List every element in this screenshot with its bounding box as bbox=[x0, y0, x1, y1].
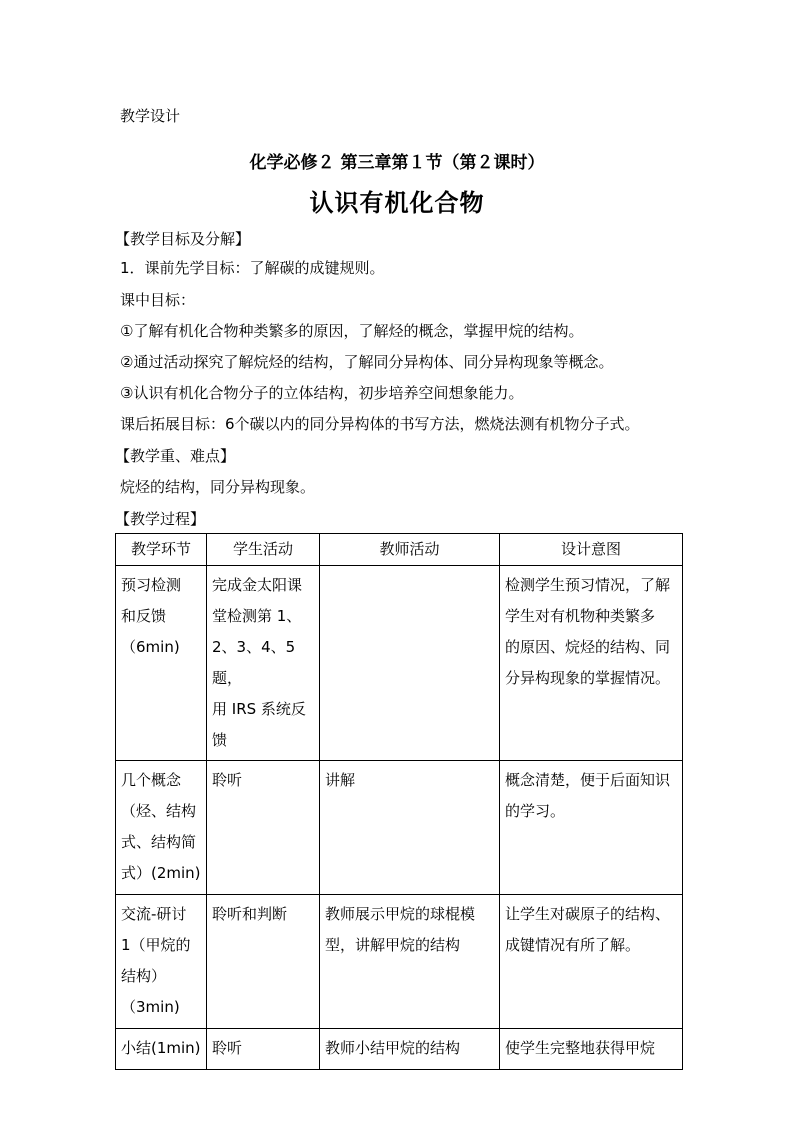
cell-line: 成键情况有所了解。 bbox=[505, 936, 641, 954]
teacher-activity-cell bbox=[320, 895, 500, 1029]
cell-line: 的学习。 bbox=[505, 802, 566, 820]
lesson-title: 认识有机化合物 bbox=[309, 189, 485, 217]
teacher-activity-cell bbox=[320, 1029, 500, 1070]
cell-line: 使学生完整地获得甲烷 bbox=[505, 1039, 656, 1057]
cell-line: （3min) bbox=[121, 998, 180, 1016]
cell-line: 馈 bbox=[212, 731, 228, 749]
in-class-objective-3: ③认识有机化合物分子的立体结构，初步培养空间想象能力。 bbox=[120, 384, 524, 402]
cell-line: 型，讲解甲烷的结构 bbox=[325, 936, 461, 954]
cell-line: 式、结构简 bbox=[121, 833, 197, 851]
cell-line: 式）(2min) bbox=[121, 864, 201, 882]
cell-line: 用 IRS 系统反 bbox=[212, 700, 306, 718]
cell-line: 聆听和判断 bbox=[212, 905, 288, 923]
teacher-activity-cell bbox=[320, 566, 500, 761]
student-activity-cell bbox=[207, 761, 320, 895]
column-header: 教师活动 bbox=[320, 534, 500, 566]
objectives-heading: 【教学目标及分解】 bbox=[115, 230, 251, 248]
table-header-row bbox=[116, 534, 683, 566]
doc-type-label: 教学设计 bbox=[120, 107, 181, 125]
student-activity-cell bbox=[207, 1029, 320, 1070]
cell-line: 几个概念 bbox=[121, 771, 182, 789]
stage-cell bbox=[116, 1029, 207, 1070]
cell-line: 让学生对碳原子的结构、 bbox=[505, 905, 671, 923]
lesson-subtitle: 化学必修２ 第三章第１节（第２课时） bbox=[249, 153, 545, 173]
design-intent-cell bbox=[500, 566, 683, 761]
stage-cell bbox=[116, 895, 207, 1029]
cell-line: 2、3、4、5 题， bbox=[212, 638, 296, 687]
stage-cell bbox=[116, 566, 207, 761]
cell-line: 堂检测第 1、 bbox=[212, 607, 302, 625]
cell-line: （烃、结构 bbox=[121, 802, 197, 820]
cell-line: 交流-研讨 bbox=[121, 905, 187, 923]
pre-class-objective: 1．课前先学目标：了解碳的成键规则。 bbox=[120, 259, 385, 277]
cell-line: 教师小结甲烷的结构 bbox=[325, 1039, 461, 1057]
cell-line: 概念清楚，便于后面知识 bbox=[505, 771, 671, 789]
column-header: 设计意图 bbox=[500, 534, 683, 566]
cell-line: 结构） bbox=[121, 967, 167, 985]
in-class-objective-1: ①了解有机化合物种类繁多的原因，了解烃的概念，掌握甲烷的结构。 bbox=[120, 322, 584, 340]
teacher-activity-cell bbox=[320, 761, 500, 895]
cell-line: 检测学生预习情况，了解 bbox=[505, 576, 671, 594]
key-points-heading: 【教学重、难点】 bbox=[115, 447, 236, 465]
student-activity-cell bbox=[207, 566, 320, 761]
cell-line: （6min) bbox=[121, 638, 180, 656]
cell-line: 的原因、烷烃的结构、同 bbox=[505, 638, 671, 656]
stage-cell bbox=[116, 761, 207, 895]
student-activity-cell bbox=[207, 895, 320, 1029]
post-class-objective: 课后拓展目标：6个碳以内的同分异构体的书写方法，燃烧法测有机物分子式。 bbox=[120, 415, 640, 433]
cell-line: 分异构现象的掌握情况。 bbox=[505, 669, 671, 687]
teaching-process-table bbox=[115, 533, 683, 1070]
design-intent-cell bbox=[500, 761, 683, 895]
cell-line: 预习检测 bbox=[121, 576, 182, 594]
table-row bbox=[116, 895, 683, 1029]
in-class-objective-label: 课中目标： bbox=[120, 291, 196, 309]
cell-line: 小结(1min) bbox=[121, 1039, 201, 1057]
cell-line: 1（甲烷的 bbox=[121, 936, 191, 954]
cell-line: 学生对有机物种类繁多 bbox=[505, 607, 656, 625]
table-row bbox=[116, 1029, 683, 1070]
cell-line: 教师展示甲烷的球棍模 bbox=[325, 905, 476, 923]
table-row bbox=[116, 761, 683, 895]
cell-line: 聆听 bbox=[212, 771, 243, 789]
column-header: 学生活动 bbox=[207, 534, 320, 566]
column-header: 教学环节 bbox=[116, 534, 207, 566]
table-row bbox=[116, 566, 683, 761]
design-intent-cell bbox=[500, 895, 683, 1029]
in-class-objective-2: ②通过活动探究了解烷烃的结构，了解同分异构体、同分异构现象等概念。 bbox=[120, 353, 614, 371]
process-heading: 【教学过程】 bbox=[115, 510, 206, 528]
design-intent-cell bbox=[500, 1029, 683, 1070]
key-points-text: 烷烃的结构，同分异构现象。 bbox=[120, 478, 316, 496]
cell-line: 和反馈 bbox=[121, 607, 167, 625]
cell-line: 完成金太阳课 bbox=[212, 576, 303, 594]
cell-line: 聆听 bbox=[212, 1039, 243, 1057]
cell-line: 讲解 bbox=[325, 771, 356, 789]
